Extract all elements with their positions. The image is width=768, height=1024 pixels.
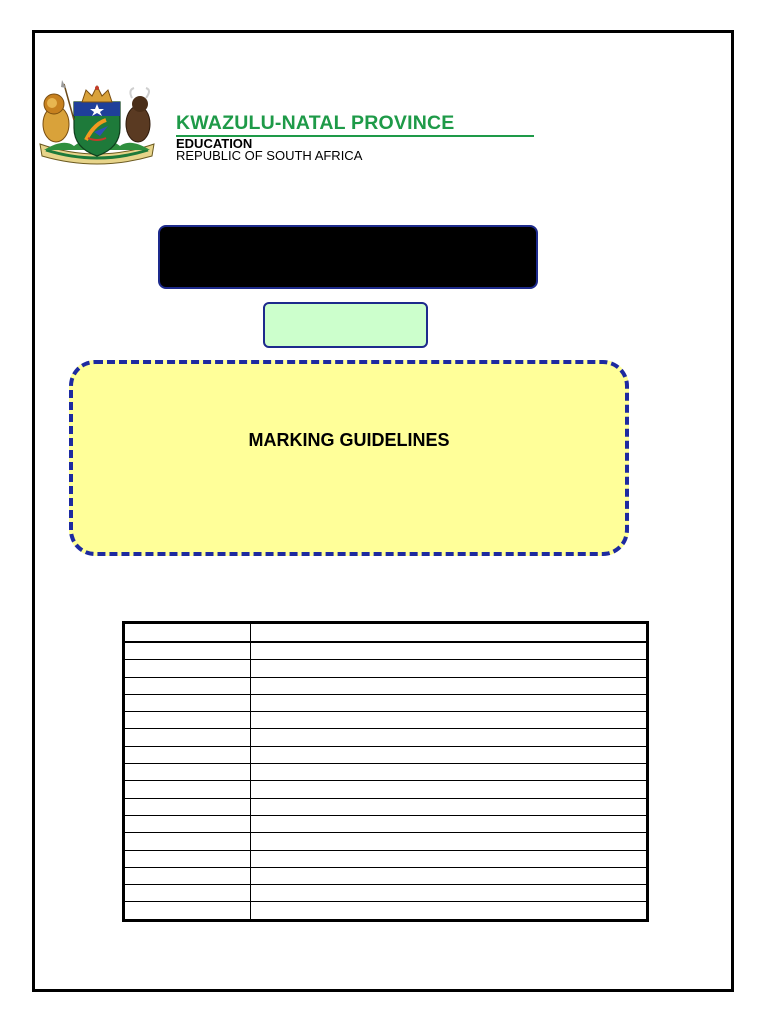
department-name: EDUCATION [176, 136, 253, 151]
table-cell [124, 729, 251, 746]
table-cell [251, 815, 648, 832]
table-cell [251, 833, 648, 850]
table-cell [124, 764, 251, 781]
table-cell [251, 660, 648, 677]
table-row [124, 885, 648, 902]
blank-details-table [122, 621, 649, 922]
table-row [124, 623, 648, 643]
table-cell [251, 712, 648, 729]
table-cell [124, 902, 251, 920]
table-cell [251, 642, 648, 660]
subject-heading-box [158, 225, 538, 289]
table-cell [124, 660, 251, 677]
table-row [124, 764, 648, 781]
table-row [124, 729, 648, 746]
table-cell [124, 746, 251, 763]
table-cell [251, 623, 648, 643]
table-cell [251, 764, 648, 781]
table-row [124, 833, 648, 850]
table-cell [124, 623, 251, 643]
table-cell [124, 677, 251, 694]
table-cell [251, 746, 648, 763]
table-cell [251, 694, 648, 711]
table-cell [251, 902, 648, 920]
letterhead [34, 80, 544, 170]
table-cell [251, 798, 648, 815]
table-row [124, 902, 648, 920]
table-cell [124, 781, 251, 798]
table-row [124, 677, 648, 694]
table-cell [124, 712, 251, 729]
table-row [124, 798, 648, 815]
province-title: KWAZULU-NATAL PROVINCE [176, 112, 455, 134]
table-cell [124, 850, 251, 867]
table-row [124, 712, 648, 729]
table-cell [251, 850, 648, 867]
table-cell [124, 867, 251, 884]
table-row [124, 867, 648, 884]
table-cell [251, 781, 648, 798]
table-cell [251, 677, 648, 694]
document-type-box [69, 360, 629, 556]
kzn-coat-of-arms-icon [34, 80, 160, 170]
table-cell [124, 798, 251, 815]
table-cell [251, 729, 648, 746]
table-cell [251, 867, 648, 884]
table-row [124, 850, 648, 867]
table-row [124, 694, 648, 711]
grade-box [263, 302, 428, 348]
document-type-label: MARKING GUIDELINES [248, 430, 450, 450]
table-cell [124, 694, 251, 711]
table-row [124, 642, 648, 660]
table-cell [124, 815, 251, 832]
table-row [124, 746, 648, 763]
table-row [124, 815, 648, 832]
table-row [124, 660, 648, 677]
table-cell [251, 885, 648, 902]
table-cell [124, 642, 251, 660]
table-cell [124, 885, 251, 902]
table-row [124, 781, 648, 798]
table-cell [124, 833, 251, 850]
country-name: REPUBLIC OF SOUTH AFRICA [176, 148, 363, 163]
